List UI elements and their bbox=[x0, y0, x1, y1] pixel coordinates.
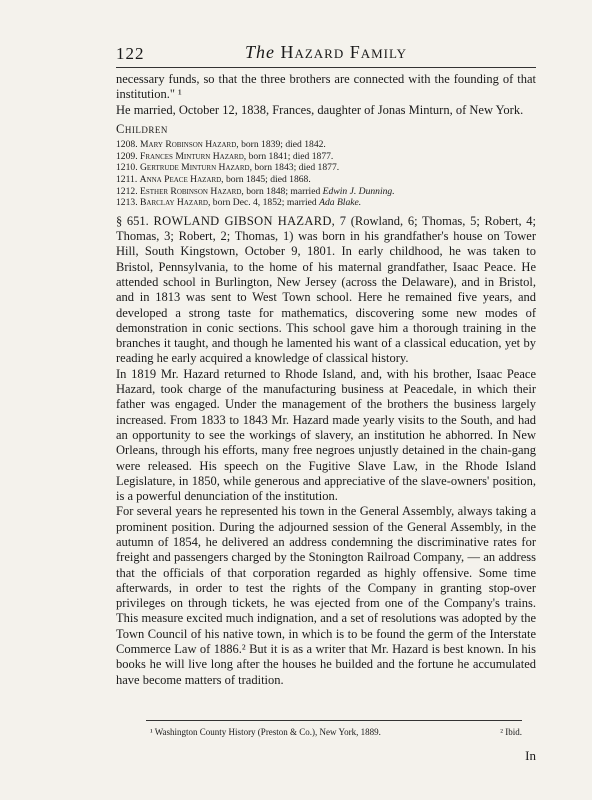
children-list bbox=[116, 139, 536, 209]
child-name: Frances Minturn Hazard, bbox=[140, 150, 247, 162]
child-spouse: Edwin J. Dunning. bbox=[322, 185, 395, 197]
child-entry bbox=[116, 139, 536, 151]
business-paragraph: In 1819 Mr. Hazard returned to Rhode Island, and, with his brother, Isaac Peace Hazard, took charge of the manufacturing business at Peacedale, in which their father was engaged. Under the management of the brothers the business largely increased. From 1833 to 1843 Mr. Hazard made yearly visits to the South, and had an opportunity to see the workings of slavery, an institution he abhorred. In New Orleans, through his efforts, many free negroes unjustly detained in the chain-gang were released. His speech on the Fugitive Slave Law, in the Rhode Island Legislature, in 1850, while generous and appreciative of the slave-owners' position, is a powerful denunciation of the institution. bbox=[116, 366, 536, 504]
child-entry bbox=[116, 174, 536, 186]
child-name: Barclay Hazard, bbox=[140, 197, 211, 209]
footnote-2: ² Ibid. bbox=[500, 727, 522, 737]
running-title bbox=[116, 42, 536, 63]
child-detail: born 1839; died 1842. bbox=[241, 139, 326, 151]
section-mark: § 651. bbox=[116, 213, 149, 228]
section-paragraph bbox=[116, 214, 536, 367]
running-header bbox=[116, 40, 536, 66]
child-detail: born 1841; died 1877. bbox=[248, 150, 334, 162]
section-first-paragraph: 7 (Rowland, 6; Thomas, 5; Robert, 4; Thomas, 3; Robert, 2; Thomas, 1) was born in his grandfather's house on Tower Hill, South Kingstown, October 9, 1801. In early childhood, he was taken to Bristol, Pennsylvania, to the home of his maternal grandfather, Isaac Peace. He attended school in Burlington, New Jersey (across the Delaware), and in Bristol, and in 1813 was sent to West Town school. Here he remained five years, and developed a strong taste for mathematics, discovering some new modes of demonstration in conic sections. This school gave him a thorough training in the branches it taught, and though he lamented his want of a classical education, yet by reading he early acquired a knowledge of classical history. bbox=[116, 213, 537, 366]
marriage-paragraph: He married, October 12, 1838, Frances, daughter of Jonas Minturn, of New York. bbox=[116, 102, 524, 117]
header-rule bbox=[116, 67, 536, 68]
child-name: Gertrude Minturn Hazard, bbox=[140, 162, 252, 174]
child-name: Esther Robinson Hazard, bbox=[140, 185, 244, 197]
footnotes bbox=[150, 727, 522, 739]
children-heading: Children bbox=[116, 121, 168, 136]
child-name: Mary Robinson Hazard, bbox=[140, 139, 239, 151]
child-detail: born 1848; married bbox=[246, 185, 321, 197]
assembly-paragraph: For several years he represented his town in the General Assembly, always taking a prominent position. During the adjourned session of the General Assembly, in the autumn of 1854, he delivered an address condemning the discriminative rates for freight and passengers charged by the Stonington Railroad Company, — an address that the officials of that corporation regarded as highly offensive. Some time afterwards, in order to test the rights of the Company in granting stop-over privileges on through tickets, he was ejected from one of the Company's trains. This measure excited much indignation, and a set of resolutions was adopted by the Town Council of his native town, in which is to be found the germ of the Interstate Commerce Law of 1886.² But it is as a writer that Mr. Hazard is best known. In his books he will live long after the houses he builded and the fortune he accumulated have become matters of tradition. bbox=[116, 504, 536, 687]
page-number: 122 bbox=[116, 44, 145, 63]
continuation-paragraph: necessary funds, so that the three brothers are connected with the founding of that institution." ¹ bbox=[116, 72, 536, 102]
child-number: 1213. bbox=[116, 197, 138, 209]
body-text bbox=[116, 72, 536, 688]
section-subject-name: ROWLAND GIBSON HAZARD, bbox=[153, 213, 336, 228]
child-entry bbox=[116, 151, 536, 163]
child-number: 1208. bbox=[116, 139, 138, 151]
footnote-rule bbox=[146, 720, 522, 721]
child-spouse: Ada Blake. bbox=[319, 197, 362, 209]
child-number: 1211. bbox=[116, 173, 138, 185]
child-detail: born 1843; died 1877. bbox=[254, 162, 340, 174]
child-number: 1209. bbox=[116, 150, 138, 162]
child-number: 1210. bbox=[116, 162, 138, 174]
title-article: The bbox=[244, 42, 275, 62]
child-detail: born 1845; died 1868. bbox=[226, 173, 311, 185]
child-entry bbox=[116, 197, 536, 209]
catchword: In bbox=[525, 748, 536, 763]
child-detail: born Dec. 4, 1852; married bbox=[212, 197, 317, 209]
child-entry bbox=[116, 186, 536, 198]
child-name: Anna Peace Hazard, bbox=[139, 173, 224, 185]
title-name: Hazard Family bbox=[280, 42, 408, 62]
child-number: 1212. bbox=[116, 185, 138, 197]
child-entry bbox=[116, 162, 536, 174]
footnote-1: ¹ Washington County History (Preston & Co.), New York, 1889. bbox=[150, 727, 381, 737]
